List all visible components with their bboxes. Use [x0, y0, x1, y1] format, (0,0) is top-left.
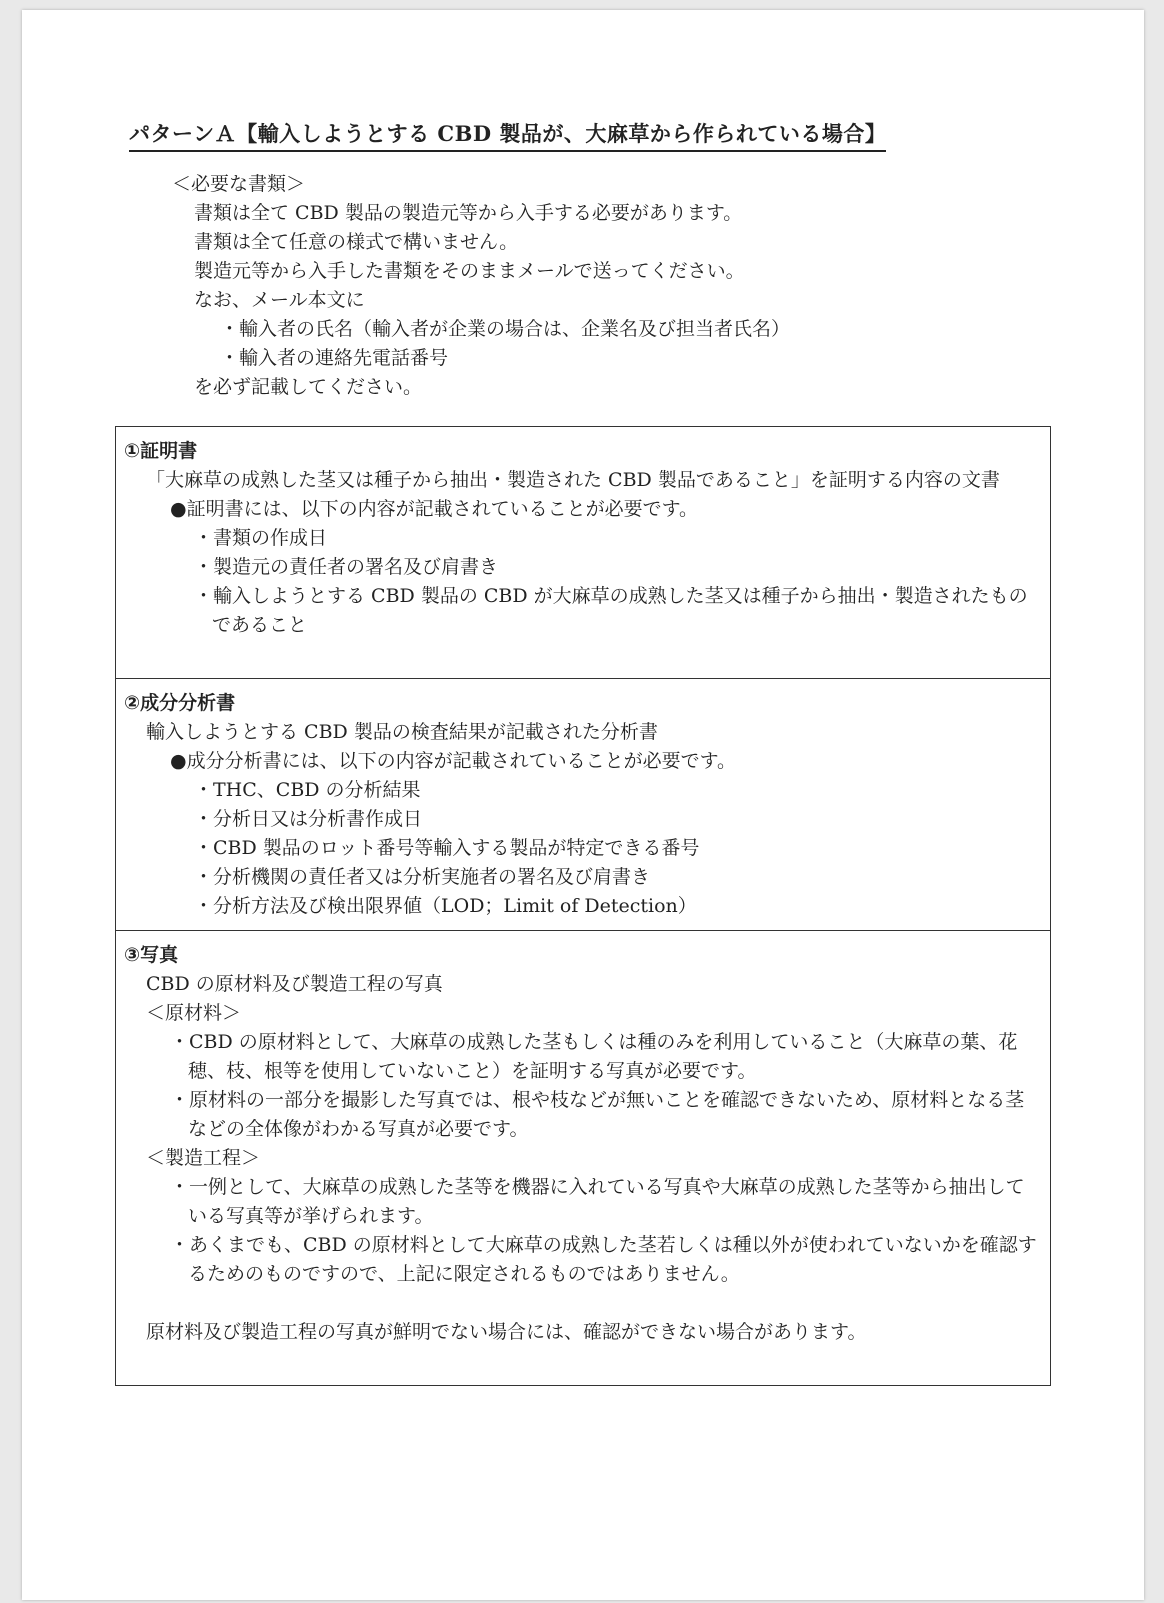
section-description: CBD の原材料及び製造工程の写真: [146, 973, 443, 995]
section-description: 「大麻草の成熟した茎又は種子から抽出・製造された CBD 製品であること」を証明する内容の文書: [146, 469, 1000, 491]
section-requirement: ●成分分析書には、以下の内容が記載されていることが必要です。: [170, 750, 737, 772]
requirement-item: ・分析日又は分析書作成日: [194, 808, 423, 830]
intro-line: 書類は全て CBD 製品の製造元等から入手する必要があります。: [194, 202, 743, 224]
photo-requirement: ・一例として、大麻草の成熟した茎等を機器に入れている写真や大麻草の成熟した茎等から抽出している写真等が挙げられます。: [170, 1176, 1025, 1227]
section-certificate: [116, 427, 1050, 679]
subsection-heading: ＜製造工程＞: [146, 1147, 261, 1169]
section-description: 輸入しようとする CBD 製品の検査結果が記載された分析書: [146, 721, 658, 743]
requirement-item: ・書類の作成日: [194, 527, 328, 549]
subsection-heading: ＜原材料＞: [146, 1002, 242, 1024]
spacer: [124, 1289, 1042, 1318]
document-page: [22, 10, 1144, 1600]
intro-heading: ＜必要な書類＞: [172, 173, 306, 195]
intro-bullet: ・輸入者の連絡先電話番号: [220, 347, 449, 369]
intro-line: 製造元等から入手した書類をそのままメールで送ってください。: [194, 260, 745, 282]
requirement-item: ・CBD 製品のロット番号等輸入する製品が特定できる番号: [194, 837, 700, 859]
intro-line: なお、メール本文に: [194, 289, 365, 311]
requirement-item: ・製造元の責任者の署名及び肩書き: [194, 556, 499, 578]
requirement-item: ・輸入しようとする CBD 製品の CBD が大麻草の成熟した茎又は種子から抽出・製造されたものであること: [194, 585, 1028, 636]
requirement-item: ・分析機関の責任者又は分析実施者の署名及び肩書き: [194, 866, 651, 888]
requirements-box: [115, 426, 1051, 1386]
section-photos: [116, 931, 1050, 1387]
page-title: パターンＡ【輸入しようとする CBD 製品が、大麻草から作られている場合】: [129, 118, 886, 152]
intro-bullet: ・輸入者の氏名（輸入者が企業の場合は、企業名及び担当者氏名）: [220, 318, 791, 340]
requirement-item: ・THC、CBD の分析結果: [194, 779, 421, 801]
section-title: ③写真: [124, 944, 179, 966]
intro-closing: を必ず記載してください。: [194, 376, 423, 398]
section-analysis-report: [116, 679, 1050, 931]
section-requirement: ●証明書には、以下の内容が記載されていることが必要です。: [170, 498, 699, 520]
photo-requirement: ・あくまでも、CBD の原材料として大麻草の成熟した茎若しくは種以外が使われていないかを確認するためのものですので、上記に限定されるものではありません。: [170, 1234, 1037, 1285]
photo-requirement: ・原材料の一部分を撮影した写真では、根や枝などが無いことを確認できないため、原材料となる茎などの全体像がわかる写真が必要です。: [170, 1089, 1025, 1140]
section-title: ①証明書: [124, 440, 198, 462]
section-note: 原材料及び製造工程の写真が鮮明でない場合には、確認ができない場合があります。: [146, 1321, 867, 1343]
required-documents-intro: [172, 170, 790, 402]
requirement-item: ・分析方法及び検出限界値（LOD；Limit of Detection）: [194, 895, 697, 917]
intro-line: 書類は全て任意の様式で構いません。: [194, 231, 519, 253]
section-title: ②成分分析書: [124, 692, 236, 714]
photo-requirement: ・CBD の原材料として、大麻草の成熟した茎もしくは種のみを利用していること（大麻草の葉、花穂、枝、根等を使用していないこと）を証明する写真が必要です。: [170, 1031, 1018, 1082]
